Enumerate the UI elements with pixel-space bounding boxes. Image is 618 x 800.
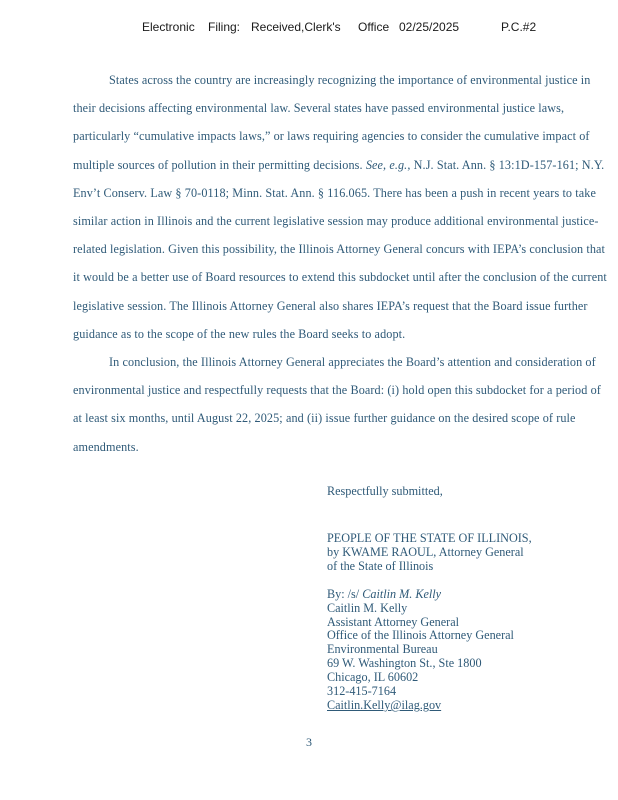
- signer-street: 69 W. Washington St., Ste 1800: [327, 656, 482, 671]
- paragraph-environmental-justice: [73, 66, 613, 348]
- state-line: of the State of Illinois: [327, 558, 434, 573]
- paragraph-1-text-a: States across the country are increasingly recognizing the importance of environmental justice in their decisions affecting environmental law. Several states have passed environmental justice laws, particularly “cumulative impacts laws,” or laws requiring agencies to consider the cumulative impact of multiple sources of pollution in their permitting decisions.: [73, 73, 591, 172]
- by-label: By: /s/: [327, 586, 360, 601]
- header-date: 02/25/2025: [399, 20, 460, 34]
- header-received: Received,Clerk's: [251, 20, 341, 34]
- header-electronic: Electronic: [142, 20, 195, 34]
- closing-line: Respectfully submitted,: [327, 484, 443, 498]
- signature-line: [327, 588, 532, 602]
- signer-phone: 312-415-7164: [327, 684, 397, 699]
- signer-city: Chicago, IL 60602: [327, 670, 419, 685]
- citation-signal: See, e.g.,: [365, 157, 411, 172]
- page-number: 3: [306, 735, 312, 749]
- paragraph-conclusion: [73, 348, 613, 461]
- header-pc: P.C.#2: [501, 20, 537, 34]
- electronic-signature: Caitlin M. Kelly: [362, 586, 442, 601]
- signer-email-link[interactable]: Caitlin.Kelly@ilag.gov: [327, 697, 442, 712]
- paragraph-2-text: In conclusion, the Illinois Attorney General appreciates the Board’s attention and consideration of environmental justice and respectfully requests that the Board: (i) hold open this subdocket for a period of at least six months, until August 22, 2025; and (ii) issue further guidance on the desired scope of rule amendments.: [73, 355, 601, 454]
- signer-name: Caitlin M. Kelly: [327, 600, 408, 615]
- party-line: PEOPLE OF THE STATE OF ILLINOIS,: [327, 531, 532, 545]
- signature-block: [327, 532, 532, 713]
- signer-office: Office of the Illinois Attorney General: [327, 628, 514, 643]
- by-attorney-line: by KWAME RAOUL, Attorney General: [327, 544, 524, 559]
- paragraph-1-text-b: N.J. Stat. Ann. § 13:1D-157-161; N.Y. Env’t Conserv. Law § 70-0118; Minn. Stat. Ann. § 116.065. There has been a push in recent years to take similar action in Illinois and the current legislative session may produce additional environmental justice-related legislation. Given this possibility, the Illinois Attorney General concurs with IEPA’s conclusion that it would be a better use of Board resources to extend this subdocket until after the conclusion of the current legislative session. The Illinois Attorney General also shares IEPA’s request that the Board issue further guidance as to the scope of the new rules the Board seeks to adopt.: [73, 157, 607, 341]
- document-body: [73, 66, 613, 461]
- signer-bureau: Environmental Bureau: [327, 642, 438, 657]
- header-filing: Filing:: [208, 20, 241, 34]
- signer-title: Assistant Attorney General: [327, 614, 460, 629]
- header-office: Office: [358, 20, 390, 34]
